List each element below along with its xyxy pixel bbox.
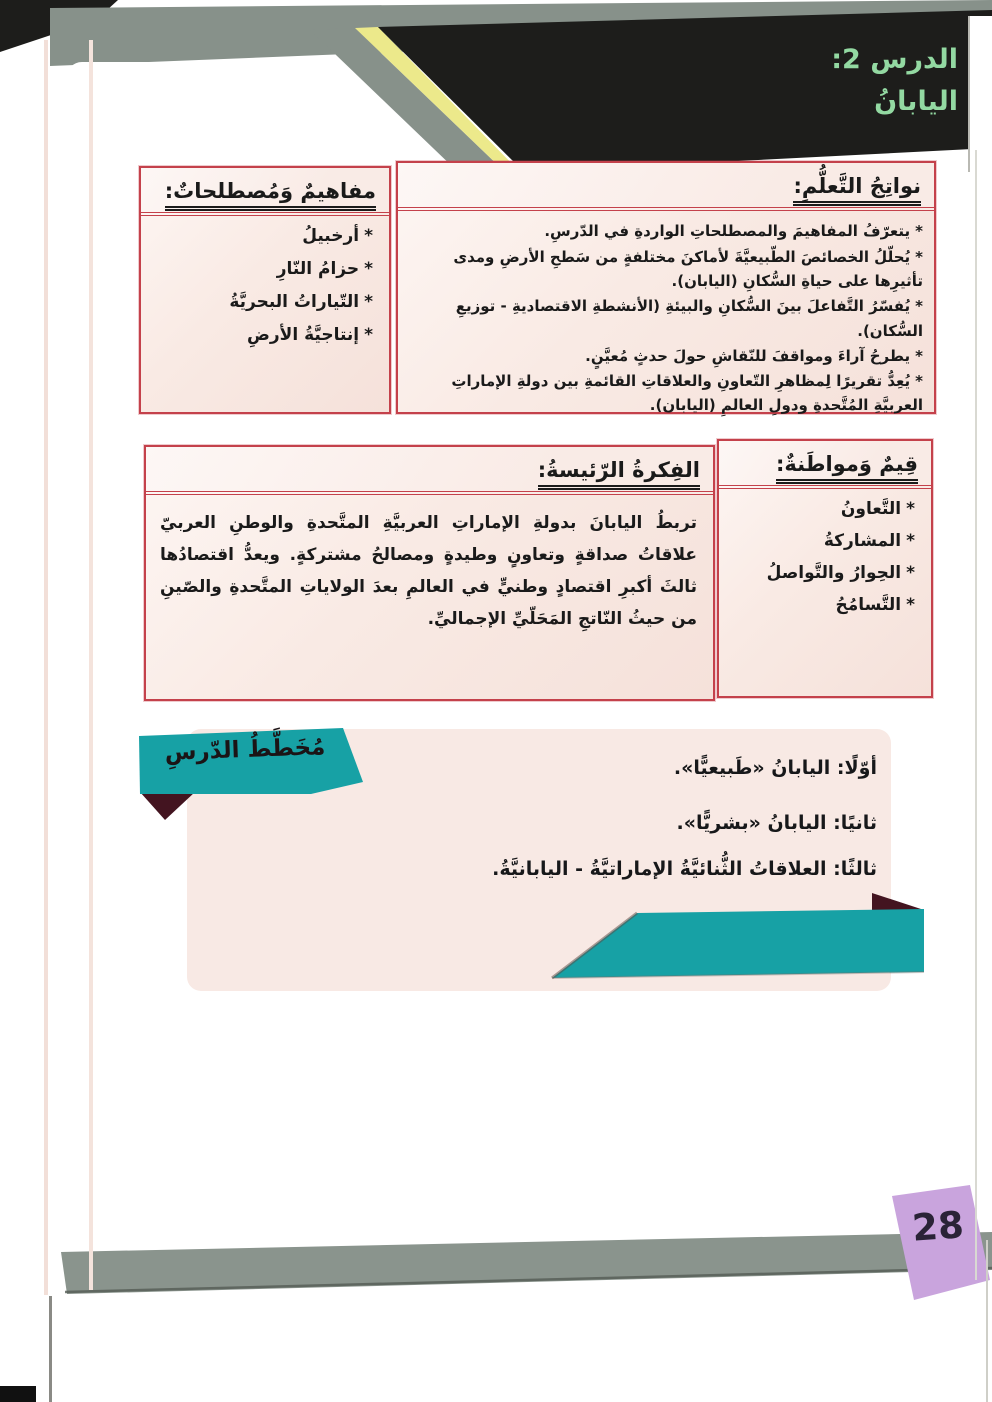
lesson-number-label: الدرس 2: bbox=[831, 44, 958, 75]
bullet-star: * bbox=[906, 531, 915, 552]
list-item bbox=[727, 499, 915, 519]
outcome-text: يطرحُ آراءَ ومواقفَ للنّقاشِ حولَ حدثٍ مُعيَّنٍ. bbox=[585, 346, 911, 365]
main-idea-title bbox=[146, 447, 713, 495]
values-title-text: قِيمٌ وَمواطَنةٌ: bbox=[776, 452, 918, 484]
lesson-title: اليابانُ bbox=[874, 86, 958, 117]
list-item bbox=[149, 226, 373, 246]
outcome-text: يُفسّرُ التَّفاعلَ بينَ السُّكانِ والبيئةِ (الأنشطةِ الاقتصاديةِ - توزيعِ السُّكان). bbox=[455, 297, 923, 340]
footer-band-shape bbox=[55, 1228, 992, 1302]
outline-item-third: ثالثًا: العلاقاتُ الثُّنائيَّةُ الإماراتيَّةُ - اليابانيَّةُ. bbox=[492, 858, 877, 880]
bullet-star: * bbox=[915, 222, 923, 241]
header-banner-shape bbox=[0, 0, 992, 172]
outline-banner-title: مُخَطَّطُ الدّرسِ bbox=[164, 734, 326, 766]
value-term: الحِوارُ والتَّواصلُ bbox=[766, 563, 902, 584]
concepts-title bbox=[141, 168, 389, 216]
list-item bbox=[149, 325, 373, 345]
learning-outcomes-box bbox=[396, 161, 936, 414]
scan-corner-mark bbox=[0, 1386, 36, 1402]
learning-outcomes-title bbox=[398, 163, 934, 211]
main-idea-box bbox=[144, 445, 715, 701]
outcome-text: يُعِدُّ تقريرًا لِمظاهرِ التّعاونِ والعلاقاتِ القائمةِ بين دولةِ الإماراتِ العربيَّةِ المُتَّحدةِ ودولِ العالمِ (اليابان). bbox=[451, 372, 923, 415]
outcome-text: يتعرّفُ المفاهيمَ والمصطلحاتِ الواردةِ في الدّرسِ. bbox=[544, 222, 911, 241]
value-term: المشاركةُ bbox=[823, 531, 902, 552]
list-item bbox=[406, 245, 923, 294]
bullet-star: * bbox=[915, 346, 923, 365]
outline-item-second: ثانيًا: اليابانُ «بشريًّا». bbox=[676, 812, 877, 834]
concept-term: حزامُ النّارِ bbox=[276, 259, 360, 280]
list-item bbox=[149, 259, 373, 279]
values-list bbox=[719, 489, 931, 635]
bullet-star: * bbox=[906, 563, 915, 584]
bullet-star: * bbox=[915, 247, 923, 266]
spine-shadow-line bbox=[49, 1296, 52, 1402]
concepts-box bbox=[139, 166, 391, 414]
list-item bbox=[406, 344, 923, 368]
list-item bbox=[727, 563, 915, 583]
bullet-star: * bbox=[364, 259, 373, 280]
list-item bbox=[727, 595, 915, 615]
page-edge-line bbox=[986, 1240, 988, 1402]
bullet-star: * bbox=[915, 297, 923, 316]
page-number: 28 bbox=[910, 1203, 966, 1250]
list-item bbox=[149, 292, 373, 312]
bullet-star: * bbox=[906, 595, 915, 616]
bullet-star: * bbox=[906, 499, 915, 520]
outcome-text: يُحلّلُ الخصائصَ الطّبيعيَّةَ لأماكنَ مختلفةٍ من سَطحِ الأرضِ ومدى تأثيرِها على حياةِ السُّكانِ (اليابان). bbox=[453, 247, 923, 290]
list-item bbox=[406, 219, 923, 243]
list-item bbox=[406, 294, 923, 343]
value-term: التَّسامُحُ bbox=[835, 595, 902, 616]
bullet-star: * bbox=[915, 372, 923, 391]
concept-term: التّياراتُ البحريَّةُ bbox=[229, 292, 360, 313]
values-citizenship-box bbox=[717, 439, 933, 698]
page-fold-line bbox=[89, 40, 93, 1290]
main-idea-paragraph: تربطُ اليابانَ بدولةِ الإماراتِ العربيَّةِ المتَّحدةِ والوطنِ العربيّ علاقاتُ صداقةٍ وتعاونٍ وطيدةٍ ومصالحُ مشتركةٍ. ويعدُّ اقتصادُها ثالثَ أكبرِ اقتصادٍ وطنيٍّ في العالمِ بعدَ الولاياتِ المتَّحدةِ والصّينِ من حيثُ النّاتجِ المَحَلّيِّ الإجماليِّ. bbox=[160, 513, 697, 630]
list-item bbox=[727, 531, 915, 551]
list-item bbox=[406, 369, 923, 418]
learning-outcomes-list bbox=[398, 211, 934, 424]
page-fold-line bbox=[44, 40, 48, 1295]
bullet-star: * bbox=[364, 292, 373, 313]
concept-term: إنتاجيَّةُ الأرضِ bbox=[247, 325, 360, 346]
ribbon-shape bbox=[545, 885, 935, 990]
concepts-list bbox=[141, 216, 389, 366]
learning-outcomes-title-text: نواتِجُ التَّعلُّمِ: bbox=[793, 174, 921, 206]
concept-term: أرخبيلُ bbox=[302, 226, 360, 247]
concepts-title-text: مفاهيمٌ وَمُصطلحاتٌ: bbox=[165, 179, 376, 211]
page-edge-line bbox=[975, 150, 977, 1280]
values-title bbox=[719, 441, 931, 489]
value-term: التَّعاونُ bbox=[840, 499, 902, 520]
outline-item-first: أوّلًا: اليابانُ «طَبيعيًّا». bbox=[673, 757, 877, 779]
main-idea-title-text: الفِكرةُ الرّئيسةُ: bbox=[538, 458, 700, 490]
bullet-star: * bbox=[364, 325, 373, 346]
bullet-star: * bbox=[364, 226, 373, 247]
